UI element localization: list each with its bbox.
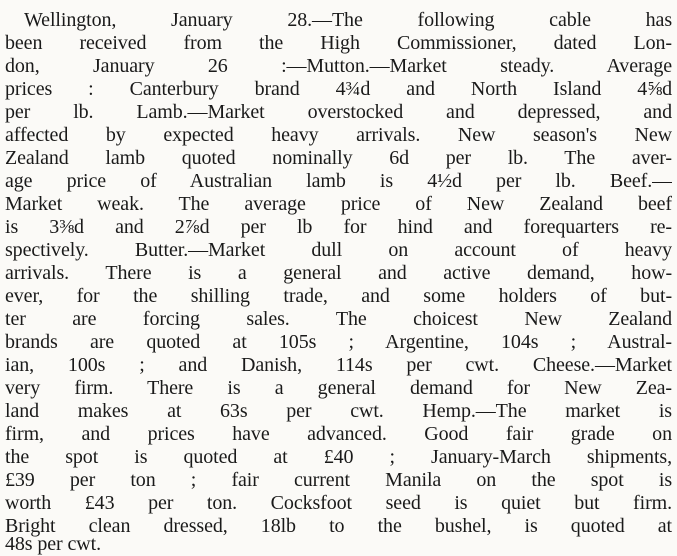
text-line-4: prices : Canterbury brand 4¾d and North Island 4⅝d [5, 78, 672, 100]
text-line-2: been received from the High Commissioner, dated Lon- [5, 32, 672, 54]
text-line-10: is 3⅜d and 2⅞d per lb for hind and forequarters re- [5, 216, 672, 238]
text-line-1: Wellington, January 28.—The following cable has [24, 9, 672, 31]
text-line-22: worth £43 per ton. Cocksfoot seed is quiet but firm. [5, 492, 672, 514]
text-line-6: affected by expected heavy arrivals. New season's New [5, 124, 672, 146]
text-line-5: per lb. Lamb.—Market overstocked and depressed, and [5, 101, 672, 123]
text-line-3: don, January 26 :—Mutton.—Market steady. Average [5, 55, 672, 77]
text-line-9: Market weak. The average price of New Zealand beef [5, 193, 672, 215]
text-line-8: age price of Australian lamb is 4½d per lb. Beef.— [5, 170, 672, 192]
text-line-7: Zealand lamb quoted nominally 6d per lb. The aver- [5, 147, 672, 169]
text-line-24: 48s per cwt. [5, 533, 101, 555]
text-line-19: firm, and prices have advanced. Good fair grade on [5, 423, 672, 445]
text-line-14: ter are forcing sales. The choicest New Zealand [5, 308, 672, 330]
text-line-11: spectively. Butter.—Market dull on account of heavy [5, 239, 672, 261]
text-line-21: £39 per ton ; fair current Manila on the spot is [5, 469, 672, 491]
text-line-23: Bright clean dressed, 18lb to the bushel, is quoted at [5, 515, 672, 537]
text-line-16: ian, 100s ; and Danish, 114s per cwt. Cheese.—Market [5, 354, 672, 376]
text-line-13: ever, for the shilling trade, and some holders of but- [5, 285, 672, 307]
text-line-20: the spot is quoted at £40 ; January-March shipments, [5, 446, 672, 468]
text-line-15: brands are quoted at 105s ; Argentine, 104s ; Austral- [5, 331, 672, 353]
text-line-12: arrivals. There is a general and active demand, how- [5, 262, 672, 284]
text-line-17: very firm. There is a general demand for New Zea- [5, 377, 672, 399]
text-line-18: land makes at 63s per cwt. Hemp.—The market is [5, 400, 672, 422]
